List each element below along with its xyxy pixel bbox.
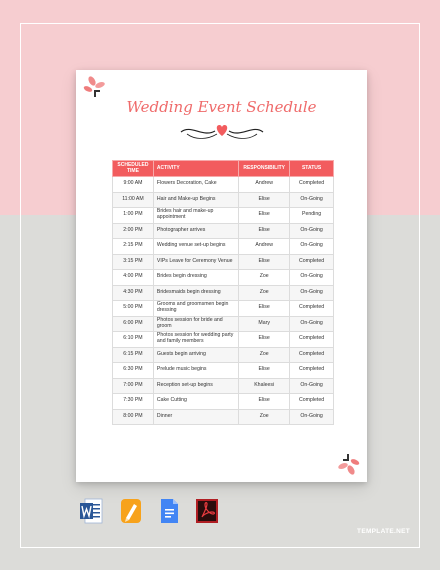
pdf-icon[interactable] [195,497,219,525]
cell-responsibility: Mary [239,316,290,332]
cell-activity: Brides begin dressing [153,270,238,286]
google-docs-icon[interactable] [157,497,181,525]
app-format-icons [79,497,229,525]
cell-responsibility: Khaleesi [239,378,290,394]
cell-status: Completed [290,394,334,410]
cell-time: 6:00 PM [113,316,154,332]
pages-icon[interactable] [119,497,143,525]
cell-responsibility: Elise [239,208,290,224]
cell-time: 4:00 PM [113,270,154,286]
cell-status: Completed [290,254,334,270]
cell-status: Completed [290,177,334,193]
cell-status: Completed [290,301,334,317]
table-row [113,301,334,317]
cell-activity: VIPs Leave for Ceremony Venue [153,254,238,270]
cell-activity: Wedding venue set-up begins [153,239,238,255]
cell-status: On-Going [290,192,334,208]
cell-time: 1:00 PM [113,208,154,224]
cell-time: 6:30 PM [113,363,154,379]
cell-responsibility: Zoe [239,409,290,425]
cell-time: 3:15 PM [113,254,154,270]
header-activity: ACTIVITY [153,161,238,177]
table-row [113,239,334,255]
cell-responsibility: Elise [239,394,290,410]
cell-time: 9:00 AM [113,177,154,193]
cell-activity: Photos session for wedding party and family members [153,332,238,348]
cell-responsibility: Elise [239,363,290,379]
cell-status: Completed [290,363,334,379]
cell-status: Pending [290,208,334,224]
cell-time: 2:15 PM [113,239,154,255]
cell-status: On-Going [290,270,334,286]
cell-time: 7:30 PM [113,394,154,410]
cell-status: On-Going [290,409,334,425]
cell-responsibility: Zoe [239,270,290,286]
cell-responsibility: Elise [239,223,290,239]
cell-responsibility: Elise [239,192,290,208]
cell-activity: Brides hair and make-up appointment [153,208,238,224]
cell-activity: Photos session for bride and groom [153,316,238,332]
cell-responsibility: Andrew [239,239,290,255]
header-status: STATUS [290,161,334,177]
table-row [113,409,334,425]
cell-activity: Photographer arrives [153,223,238,239]
cell-status: On-Going [290,316,334,332]
table-row [113,208,334,224]
table-row [113,285,334,301]
cell-status: On-Going [290,285,334,301]
header-responsibility: RESPONSIBILITY [239,161,290,177]
cell-activity: Dinner [153,409,238,425]
table-header-row [113,161,334,177]
cell-activity: Reception set-up begins [153,378,238,394]
table-row [113,347,334,363]
cell-time: 6:15 PM [113,347,154,363]
table-row [113,192,334,208]
cell-time: 4:30 PM [113,285,154,301]
cell-activity: Prelude music begins [153,363,238,379]
cell-status: On-Going [290,223,334,239]
cell-activity: Guests begin arriving [153,347,238,363]
cell-status: On-Going [290,239,334,255]
table-row [113,223,334,239]
table-row [113,394,334,410]
cell-status: Completed [290,332,334,348]
floral-corner-icon [335,450,361,476]
cell-time: 6:10 PM [113,332,154,348]
cell-responsibility: Elise [239,332,290,348]
word-icon[interactable] [79,497,103,525]
cell-responsibility: Zoe [239,285,290,301]
cell-activity: Grooms and groomsmen begin dressing [153,301,238,317]
cell-activity: Hair and Make-up Begins [153,192,238,208]
cell-status: On-Going [290,378,334,394]
table-row [113,254,334,270]
template-net-watermark: TEMPLATE.NET [357,528,410,535]
cell-time: 5:00 PM [113,301,154,317]
cell-status: Completed [290,347,334,363]
document-preview [76,70,367,482]
cell-time: 11:00 AM [113,192,154,208]
cell-activity: Bridesmaids begin dressing [153,285,238,301]
table-row [113,378,334,394]
cell-responsibility: Elise [239,301,290,317]
table-row [113,177,334,193]
cell-activity: Flowers Decoration, Cake [153,177,238,193]
header-scheduled-time: SCHEDULED TIME [113,161,154,177]
cell-time: 8:00 PM [113,409,154,425]
cell-responsibility: Elise [239,254,290,270]
cell-responsibility: Andrew [239,177,290,193]
table-row [113,363,334,379]
cell-responsibility: Zoe [239,347,290,363]
heart-ornament-icon [177,120,267,142]
table-row [113,270,334,286]
cell-activity: Cake Cutting [153,394,238,410]
schedule-table [112,160,334,425]
table-row [113,332,334,348]
table-row [113,316,334,332]
cell-time: 2:00 PM [113,223,154,239]
cell-time: 7:00 PM [113,378,154,394]
document-title: Wedding Event Schedule [126,98,317,116]
